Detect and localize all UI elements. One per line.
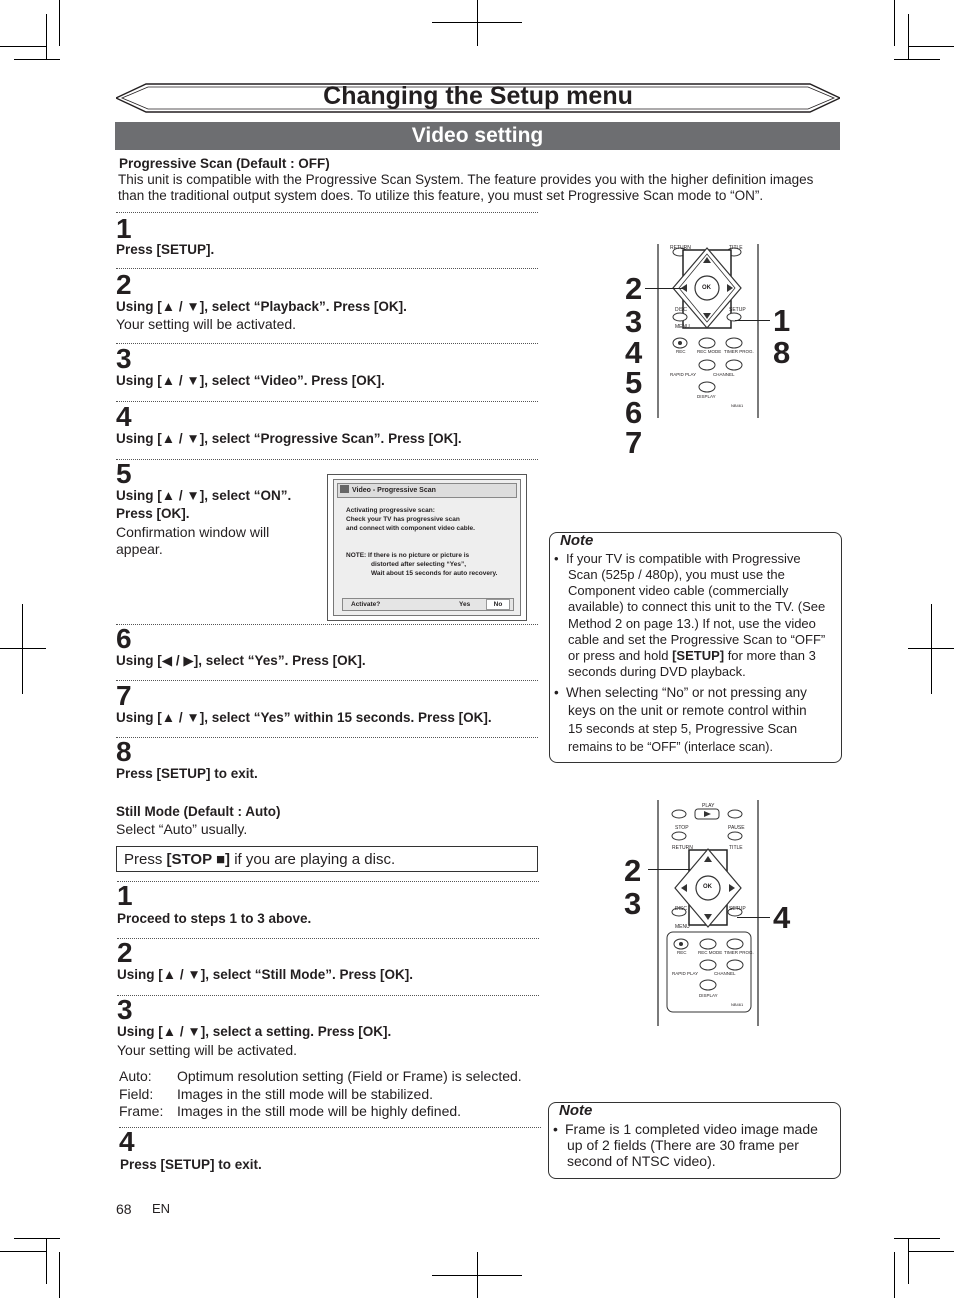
crop-mark bbox=[14, 1238, 60, 1239]
callout-number: 4 bbox=[773, 900, 791, 935]
progressive-heading: Progressive Scan (Default : OFF) bbox=[119, 156, 330, 171]
osd-screen bbox=[327, 474, 527, 621]
step-text: Press [SETUP] to exit. bbox=[116, 766, 258, 781]
remote-label: CHANNEL bbox=[714, 971, 736, 976]
remote-label: DISC bbox=[675, 906, 687, 912]
option-label: Auto: bbox=[119, 1068, 152, 1084]
step-number: 2 bbox=[116, 269, 132, 300]
divider bbox=[117, 881, 539, 882]
callout-number: 3 bbox=[624, 886, 642, 921]
crop-mark bbox=[46, 14, 47, 60]
divider bbox=[116, 624, 538, 625]
callout-number: 2 bbox=[624, 853, 642, 888]
note-text: Method 2 on page 13.) If not, use the video bbox=[568, 616, 816, 631]
remote-label: MENU bbox=[675, 324, 690, 330]
divider bbox=[116, 737, 538, 738]
remote-label: SETUP bbox=[729, 307, 746, 313]
step-text: Using [▲ / ▼], select “Still Mode”. Press [OK]. bbox=[117, 967, 414, 982]
remote-label: RAPID PLAY bbox=[672, 971, 699, 976]
step-number: 3 bbox=[116, 343, 132, 374]
note-text: cable and set the Progressive Scan to “OFF” bbox=[568, 632, 826, 647]
osd-prompt: Activate? bbox=[351, 601, 381, 608]
step-subtext: Your setting will be activated. bbox=[116, 316, 297, 332]
page-number: 68 bbox=[116, 1201, 132, 1217]
callout-number: 1 bbox=[773, 303, 791, 338]
note-heading: Note bbox=[559, 1102, 593, 1119]
divider bbox=[117, 995, 539, 996]
divider bbox=[116, 268, 538, 269]
remote-label: DISC bbox=[675, 307, 687, 313]
remote-label: CHANNEL bbox=[713, 372, 735, 377]
step-text: Press [SETUP]. bbox=[116, 242, 215, 257]
callout-line bbox=[645, 288, 683, 289]
remote-label: TIMER PROG. bbox=[724, 349, 754, 354]
crop-mark bbox=[46, 1238, 47, 1284]
step-number: 2 bbox=[117, 937, 133, 968]
crop-mark bbox=[0, 46, 46, 47]
crop-mark bbox=[14, 59, 60, 60]
remote-label: TITLE bbox=[729, 245, 743, 251]
press-stop-box: Press [STOP ■] if you are playing a disc. bbox=[116, 846, 538, 872]
note-text: available) to connect this unit to the TV. (See bbox=[568, 599, 826, 614]
bullet: • bbox=[554, 551, 559, 566]
remote-control-diagram bbox=[655, 240, 765, 420]
divider bbox=[116, 212, 538, 213]
step-text: Using [◀ / ▶], select “Yes”. Press [OK]. bbox=[116, 653, 366, 668]
crop-mark bbox=[0, 1251, 46, 1252]
section-title: Video setting bbox=[115, 122, 840, 150]
step-subtext: Your setting will be activated. bbox=[117, 1042, 298, 1058]
step-subtext: Confirmation window will bbox=[116, 524, 270, 540]
remote-label: RETURN bbox=[672, 845, 693, 851]
page-title-banner bbox=[116, 80, 840, 116]
step-number: 8 bbox=[116, 736, 132, 767]
remote-label: REC bbox=[676, 349, 686, 354]
note-heading: Note bbox=[560, 532, 594, 549]
crop-mark bbox=[894, 0, 895, 46]
bullet: • bbox=[554, 685, 559, 700]
note-text: remains to be “OFF” (interlace scan). bbox=[568, 740, 773, 754]
note-text: keys on the unit or remote control within bbox=[568, 703, 807, 718]
callout-line bbox=[737, 917, 770, 918]
crop-mark bbox=[908, 14, 909, 60]
option-desc: Images in the still mode will be stabilized. bbox=[177, 1086, 434, 1102]
note-text: 15 seconds at step 5, Progressive Scan bbox=[568, 721, 798, 736]
remote-label: SETUP bbox=[729, 906, 746, 912]
remote-label: REC MODE bbox=[698, 950, 723, 955]
remote-label: PLAY bbox=[702, 803, 715, 809]
remote-label: TIMER PROG. bbox=[724, 950, 754, 955]
callout-number: 4 bbox=[625, 335, 643, 370]
remote-label: OK bbox=[703, 884, 712, 890]
osd-yes-button[interactable]: Yes bbox=[459, 601, 471, 608]
callout-number: 8 bbox=[773, 335, 791, 370]
callout-line bbox=[648, 869, 690, 870]
divider bbox=[116, 680, 538, 681]
callout-number: 7 bbox=[625, 425, 643, 460]
crop-mark bbox=[477, 1252, 478, 1298]
remote-model: NB461 bbox=[731, 403, 744, 408]
note-text: If your TV is compatible with Progressive bbox=[566, 551, 801, 566]
divider bbox=[117, 938, 539, 939]
step-text: Using [▲ / ▼], select a setting. Press [OK]. bbox=[117, 1024, 392, 1039]
remote-label: STOP bbox=[675, 825, 689, 831]
step-number: 6 bbox=[116, 623, 132, 654]
callout-number: 6 bbox=[625, 395, 643, 430]
osd-title-bar bbox=[337, 483, 517, 498]
crop-mark bbox=[894, 1252, 895, 1298]
language-code: EN bbox=[152, 1201, 171, 1216]
remote-model: NB461 bbox=[731, 1002, 744, 1007]
note-text: seconds during DVD playback. bbox=[568, 664, 746, 679]
progressive-intro: This unit is compatible with the Progressive Scan System. The feature provides you with the higher definition images than the traditional output system does. To utilize this feature, you must set Progressive Scan mode to “ON”. bbox=[118, 172, 814, 203]
note-box bbox=[549, 532, 842, 763]
crop-mark bbox=[908, 1238, 909, 1284]
osd-title: Video - Progressive Scan bbox=[352, 487, 436, 494]
crop-mark bbox=[908, 1251, 954, 1252]
osd-text: Activating progressive scan: bbox=[346, 507, 435, 514]
note-text: second of NTSC video). bbox=[567, 1153, 716, 1169]
step-text: Using [▲ / ▼], select “Video”. Press [OK]. bbox=[116, 373, 385, 388]
step-number: 4 bbox=[116, 401, 132, 432]
play-icon bbox=[340, 485, 349, 493]
osd-text: distorted after selecting “Yes”, bbox=[371, 561, 467, 568]
crop-mark bbox=[908, 46, 954, 47]
callout-number: 5 bbox=[625, 365, 643, 400]
step-text: Press [SETUP] to exit. bbox=[120, 1157, 262, 1172]
step-text: Using [▲ / ▼], select “Progressive Scan”. Press [OK]. bbox=[116, 431, 462, 446]
bullet: • bbox=[553, 1121, 558, 1137]
callout-line bbox=[735, 320, 770, 321]
osd-no-button[interactable]: No bbox=[486, 599, 510, 610]
callout-number: 3 bbox=[625, 304, 643, 339]
step-subtext: appear. bbox=[116, 541, 163, 557]
note-text: Component video cable (commercially bbox=[568, 583, 789, 598]
divider bbox=[119, 1127, 541, 1128]
step-number: 7 bbox=[116, 680, 132, 711]
osd-text: Wait about 15 seconds for auto recovery. bbox=[371, 570, 498, 577]
step-text: Press [OK]. bbox=[116, 506, 190, 521]
option-desc: Optimum resolution setting (Field or Frame) is selected. bbox=[177, 1068, 522, 1084]
crop-mark bbox=[59, 0, 60, 46]
osd-text: NOTE: If there is no picture or picture is bbox=[346, 552, 470, 559]
divider bbox=[116, 459, 538, 460]
osd-text: and connect with component video cable. bbox=[346, 525, 475, 532]
remote-label: RETURN bbox=[670, 245, 691, 251]
crop-mark bbox=[0, 648, 46, 649]
remote-label: REC MODE bbox=[697, 349, 722, 354]
remote-label: REC bbox=[677, 950, 687, 955]
note-text: When selecting “No” or not pressing any bbox=[566, 685, 807, 700]
step-number: 1 bbox=[117, 880, 133, 911]
step-number: 4 bbox=[119, 1126, 135, 1157]
remote-label: PAUSE bbox=[728, 825, 745, 831]
page-title: Changing the Setup menu bbox=[323, 82, 633, 110]
remote-label: RAPID PLAY bbox=[670, 372, 697, 377]
remote-label: TITLE bbox=[729, 845, 743, 851]
remote-label: OK bbox=[702, 285, 711, 291]
note-box bbox=[548, 1102, 841, 1179]
crop-mark bbox=[894, 59, 940, 60]
osd-text: Check your TV has progressive scan bbox=[346, 516, 460, 523]
step-number: 5 bbox=[116, 458, 132, 489]
step-text: Using [▲ / ▼], select “ON”. bbox=[116, 488, 292, 503]
option-label: Field: bbox=[119, 1086, 154, 1102]
osd-prompt-bar bbox=[342, 598, 514, 611]
crop-mark bbox=[477, 0, 478, 46]
remote-label: DISPLAY bbox=[699, 993, 718, 998]
crop-mark bbox=[931, 604, 932, 694]
divider bbox=[116, 401, 538, 402]
remote-label: MENU bbox=[675, 924, 690, 930]
step-number: 3 bbox=[117, 994, 133, 1025]
note-text: Frame is 1 completed video image made bbox=[565, 1121, 818, 1137]
note-text: or press and hold [SETUP] for more than 3 bbox=[568, 648, 816, 663]
still-heading: Still Mode (Default : Auto) bbox=[116, 804, 281, 819]
callout-number: 2 bbox=[625, 271, 643, 306]
note-text: Scan (525p / 480p), you must use the bbox=[568, 567, 785, 582]
crop-mark bbox=[894, 1238, 940, 1239]
remote-label: DISPLAY bbox=[697, 394, 716, 399]
still-subtext: Select “Auto” usually. bbox=[116, 821, 248, 837]
step-number: 1 bbox=[116, 213, 132, 244]
step-text: Proceed to steps 1 to 3 above. bbox=[117, 911, 312, 926]
crop-mark bbox=[22, 604, 23, 694]
note-text: up of 2 fields (There are 30 frame per bbox=[567, 1137, 799, 1153]
step-text: Using [▲ / ▼], select “Yes” within 15 seconds. Press [OK]. bbox=[116, 710, 492, 725]
crop-mark bbox=[59, 1252, 60, 1298]
option-desc: Images in the still mode will be highly defined. bbox=[177, 1103, 462, 1119]
option-label: Frame: bbox=[119, 1103, 164, 1119]
step-text: Using [▲ / ▼], select “Playback”. Press [OK]. bbox=[116, 299, 407, 314]
divider bbox=[116, 343, 538, 344]
